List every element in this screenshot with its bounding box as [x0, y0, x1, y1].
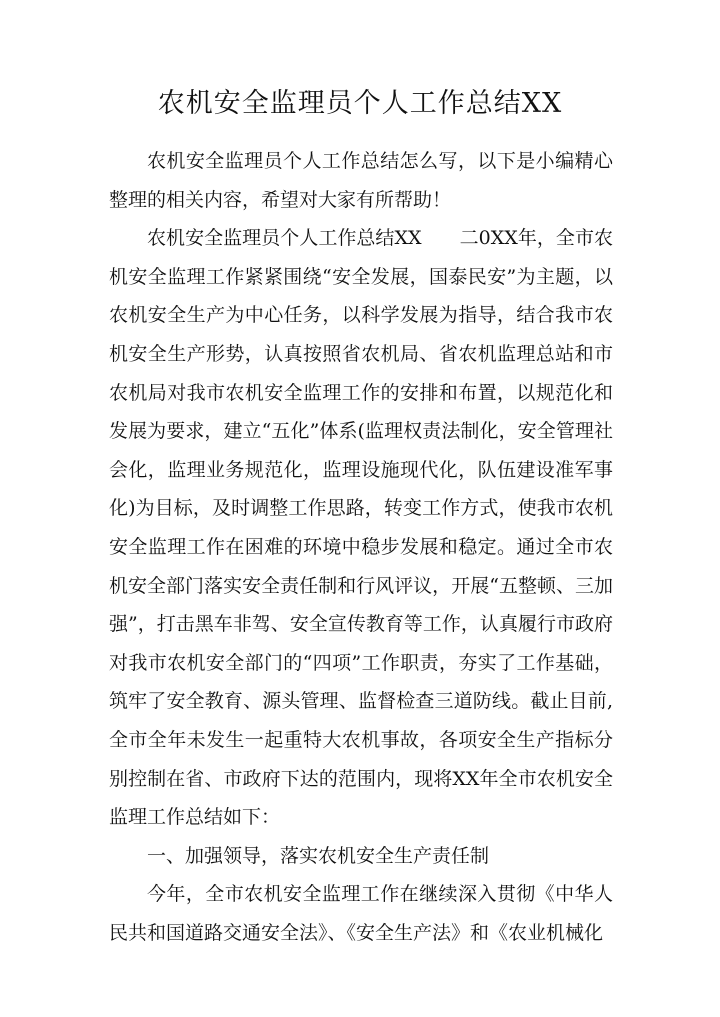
section-paragraph: 今年，全市农机安全监理工作在继续深入贯彻《中华人民共和国道路交通安全法》、《安全生产法》和《农业机械化 [109, 883, 613, 944]
document-title: 农机安全监理员个人工作总结XX [157, 88, 563, 119]
summary-paragraph: 农机安全监理员个人工作总结XX 二0XX年，全市农机安全监理工作紧紧围绕“安全发展，国泰民安”为主题，以农机安全生产为中心任务，以科学发展为指导，结合我市农机安全生产形势，认真按照省农机局、省农机监理总站和市农机局对我市农机安全监理工作的安排和布置，以规范化和发展为要求，建立“五化”体系(监理权责法制化，安全管理社会化，监理业务规范化，监理设施现代化，队伍建设准军事化)为目标，及时调整工作思路，转变工作方式，使我市农机安全监理工作在困难的环境中稳步发展和稳定。通过全市农机安全部门落实安全责任制和行风评议，开展“五整顿、三加强”，打击黑车非驾、安全宣传教育等工作，认真履行市政府对我市农机安全部门的“四项”工作职责，夯实了工作基础，筑牢了安全教育、源头管理、监督检查三道防线。截止目前,全市全年未发生一起重特大农机事故，各项安全生产指标分别控制在省、市政府下达的范围内，现将XX年全市农机安全监理工作总结如下： [109, 227, 613, 829]
section-heading: 一、加强领导，落实农机安全生产责任制 [147, 844, 490, 867]
document-body [109, 142, 613, 952]
intro-paragraph: 农机安全监理员个人工作总结怎么写，以下是小编精心整理的相关内容，希望对大家有所帮助！ [109, 150, 613, 211]
